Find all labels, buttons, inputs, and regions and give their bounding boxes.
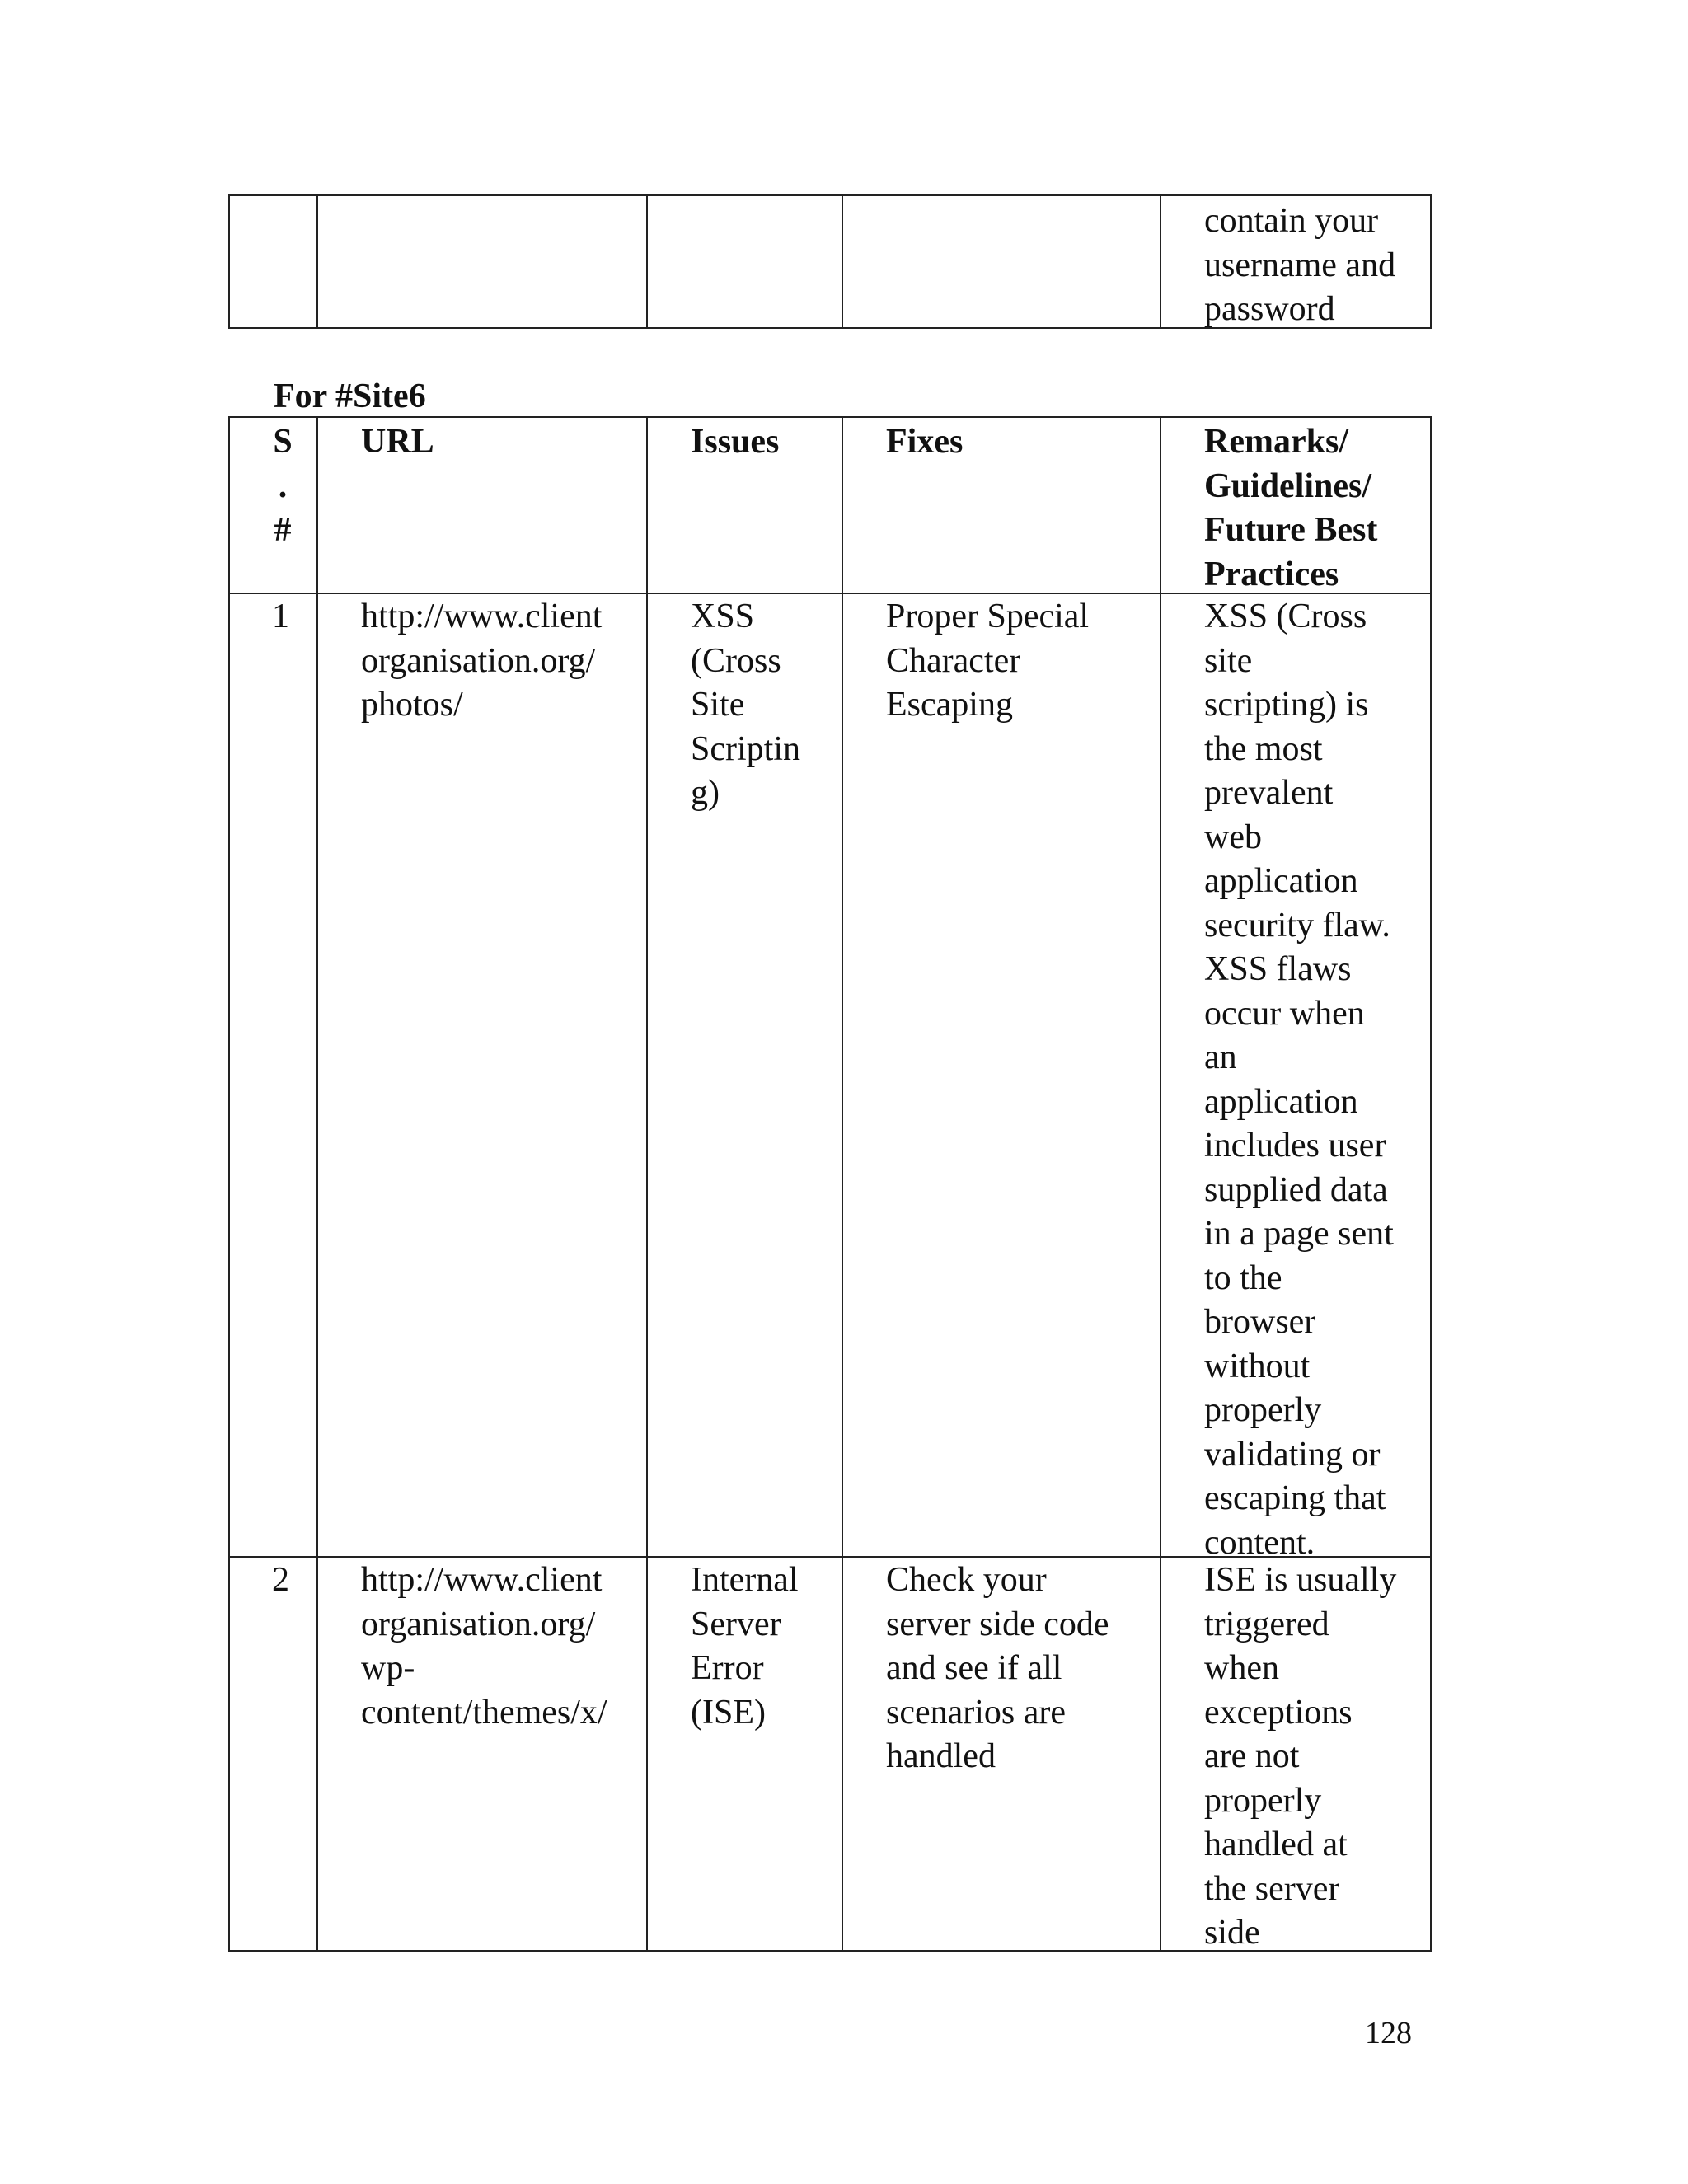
header-remarks: Remarks/ Guidelines/ Future Best Practices — [1204, 423, 1378, 593]
column-divider — [842, 194, 843, 329]
table-border-top — [228, 416, 1432, 418]
continuation-remarks-cell: contain your username and password — [1204, 202, 1396, 328]
cell-remarks: XSS (Cross site scripting) is the most prevalent web application security flaw. XSS flaws occur when an application includes user supplied data in a page sent to the browser without properly validating or escaping that content. — [1204, 598, 1394, 1562]
column-divider — [842, 416, 843, 1952]
cell-fixes: Check your server side code and see if all scenarios are handled — [886, 1561, 1109, 1775]
header-sno: S . # — [273, 423, 293, 549]
header-fixes: Fixes — [886, 423, 964, 461]
column-divider — [646, 194, 648, 329]
cell-issues: XSS (Cross Site Scriptin g) — [691, 598, 800, 812]
header-issues: Issues — [691, 423, 780, 461]
cell-url: http://www.client organisation.org/ wp- content/themes/x/ — [361, 1561, 607, 1732]
table-border-left — [228, 194, 230, 329]
cell-sno: 2 — [272, 1561, 289, 1599]
cell-url: http://www.client organisation.org/ photos/ — [361, 598, 603, 724]
column-divider — [316, 416, 318, 1952]
section-caption: For #Site6 — [274, 377, 426, 415]
cell-remarks: ISE is usually triggered when exceptions are not properly handled at the server side — [1204, 1561, 1397, 1952]
header-url: URL — [361, 423, 434, 461]
column-divider — [1160, 194, 1161, 329]
column-divider — [1160, 416, 1161, 1952]
table-border-top — [228, 194, 1432, 196]
cell-fixes: Proper Special Character Escaping — [886, 598, 1090, 724]
column-divider — [646, 416, 648, 1952]
table-border-right — [1430, 194, 1432, 329]
column-divider — [316, 194, 318, 329]
cell-sno: 1 — [272, 598, 289, 635]
table-border-left — [228, 416, 230, 1952]
cell-issues: Internal Server Error (ISE) — [691, 1561, 799, 1732]
page-number: 128 — [1365, 2016, 1412, 2050]
table-border-right — [1430, 416, 1432, 1952]
